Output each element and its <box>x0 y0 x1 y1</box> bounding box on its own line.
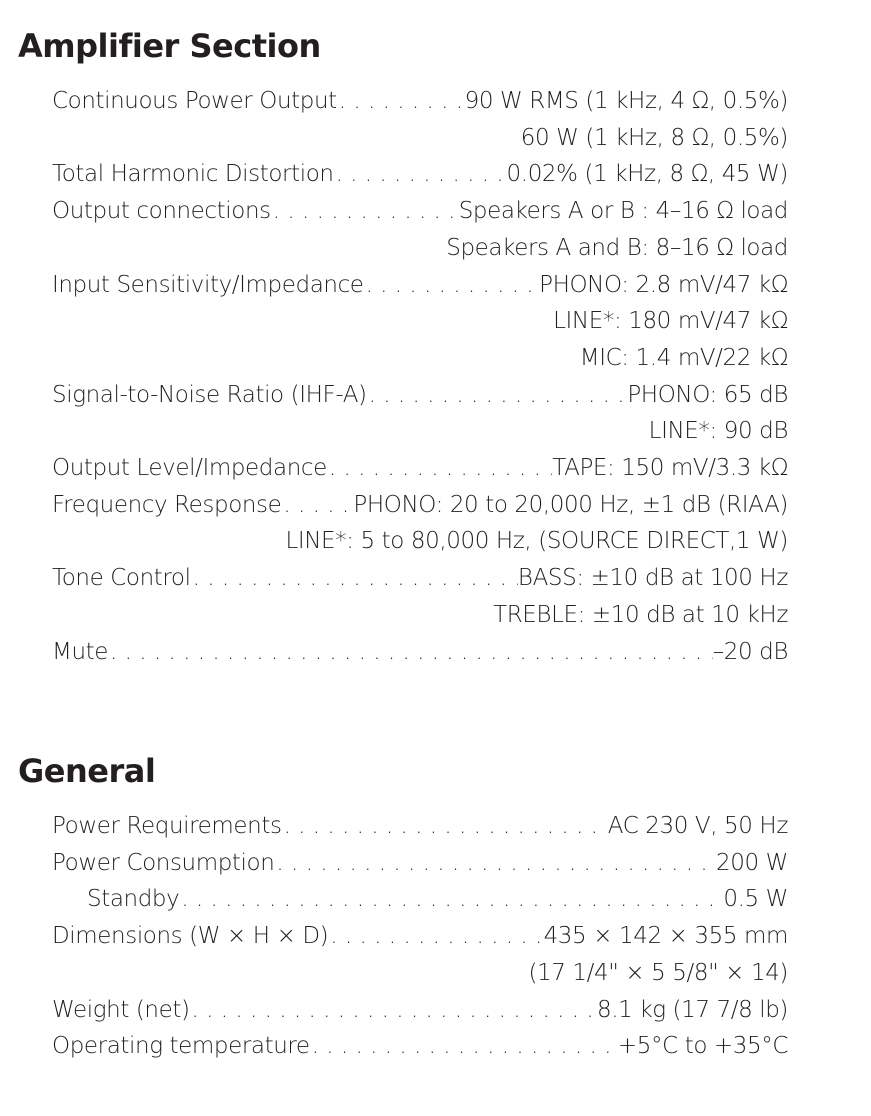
spec-value: –20 dB <box>712 638 788 665</box>
spec-value: PHONO: 65 dB <box>627 381 788 408</box>
spec-value: AC 230 V, 50 Hz <box>607 813 788 839</box>
spec-row <box>52 193 788 230</box>
spec-value: 90 W RMS (1 kHz, 4 Ω, 0.5%) <box>464 88 788 114</box>
spec-value: BASS: ±10 dB at 100 Hz <box>517 565 788 592</box>
amplifier-spec-list <box>52 83 788 670</box>
dot-leader <box>337 83 465 120</box>
spec-item <box>52 83 788 156</box>
dot-leader <box>364 267 540 304</box>
general-spec-list <box>52 808 788 1065</box>
spec-label: Output Level/Impedance <box>52 455 327 482</box>
spec-row <box>52 992 788 1029</box>
spec-value-continued: MIC: 1.4 mV/22 kΩ <box>579 344 788 371</box>
spec-label: Signal-to-Noise Ratio (IHF-A) <box>52 381 367 408</box>
spec-item <box>52 918 788 991</box>
spec-value: 435 × 142 × 355 mm <box>543 923 788 950</box>
spec-value: +5°C to +35°C <box>617 1033 788 1060</box>
spec-value-continued: Speakers A and B: 8–16 Ω load <box>446 234 788 261</box>
spec-value: PHONO: 2.8 mV/47 kΩ <box>539 271 788 298</box>
dot-leader <box>108 634 713 671</box>
spec-item <box>52 450 788 487</box>
spec-label: Total Harmonic Distortion <box>52 161 334 188</box>
spec-row <box>52 560 788 597</box>
dot-leader <box>334 156 507 193</box>
spec-value-continued: LINE*: 90 dB <box>648 418 788 445</box>
spec-item <box>52 881 788 918</box>
spec-value: Speakers A or B : 4–16 Ω load <box>458 198 788 225</box>
spec-value-continued: LINE*: 180 mV/47 kΩ <box>553 308 788 335</box>
spec-label: Standby <box>87 886 180 913</box>
general-section-title: General <box>18 752 156 790</box>
spec-label: Continuous Power Output <box>52 88 337 114</box>
spec-item <box>52 634 788 671</box>
spec-row <box>52 808 788 845</box>
amplifier-section-title: Amplifier Section <box>18 27 321 65</box>
spec-value-continued: (17 1/4" × 5 5/8" × 14) <box>528 959 788 986</box>
spec-value: 8.1 kg (17 7/8 lb) <box>597 996 788 1023</box>
spec-value-continued: TREBLE: ±10 dB at 10 kHz <box>493 601 788 628</box>
spec-label: Mute <box>52 638 108 665</box>
spec-label: Input Sensitivity/Impedance <box>52 271 364 298</box>
spec-row <box>52 1028 788 1065</box>
spec-row <box>52 450 788 487</box>
spec-row <box>52 83 788 120</box>
spec-value: PHONO: 20 to 20,000 Hz, ±1 dB (RIAA) <box>353 491 788 518</box>
dot-leader <box>274 845 716 882</box>
spec-item <box>52 1028 788 1065</box>
dot-leader <box>179 881 723 918</box>
spec-row <box>52 487 788 524</box>
spec-label: Power Requirements <box>52 813 282 839</box>
spec-label: Frequency Response <box>52 491 282 518</box>
spec-label: Operating temperature <box>52 1033 310 1060</box>
dot-leader <box>281 487 353 524</box>
spec-item <box>52 845 788 882</box>
dot-leader <box>367 377 628 414</box>
dot-leader <box>310 1028 618 1065</box>
spec-value: 200 W <box>716 849 788 876</box>
spec-label: Output connections <box>52 198 271 225</box>
spec-row <box>52 634 788 671</box>
spec-row <box>52 918 788 955</box>
spec-value-continued: 60 W (1 kHz, 8 Ω, 0.5%) <box>520 124 788 151</box>
spec-row <box>52 156 788 193</box>
dot-leader <box>271 193 459 230</box>
dot-leader <box>191 560 518 597</box>
spec-row <box>52 377 788 414</box>
spec-value-continued: LINE*: 5 to 80,000 Hz, (SOURCE DIRECT,1 W) <box>285 528 788 555</box>
spec-row <box>52 267 788 304</box>
spec-label: Power Consumption <box>52 849 275 876</box>
dot-leader <box>328 918 543 955</box>
spec-row <box>52 845 788 882</box>
dot-leader <box>190 992 597 1029</box>
spec-item <box>52 560 788 633</box>
spec-row <box>52 881 788 918</box>
spec-label: Weight (net) <box>52 996 190 1023</box>
spec-item <box>52 193 788 266</box>
spec-value: 0.02% (1 kHz, 8 Ω, 45 W) <box>506 161 788 188</box>
spec-label: Dimensions (W × H × D) <box>52 923 329 950</box>
spec-label: Tone Control <box>52 565 191 592</box>
spec-value: TAPE: 150 mV/3.3 kΩ <box>552 455 788 482</box>
spec-item <box>52 992 788 1029</box>
spec-value: 0.5 W <box>723 886 788 913</box>
spec-item <box>52 808 788 845</box>
spec-item <box>52 267 788 377</box>
dot-leader <box>327 450 552 487</box>
spec-item <box>52 377 788 450</box>
dot-leader <box>282 808 608 845</box>
spec-item <box>52 487 788 560</box>
spec-item <box>52 156 788 193</box>
